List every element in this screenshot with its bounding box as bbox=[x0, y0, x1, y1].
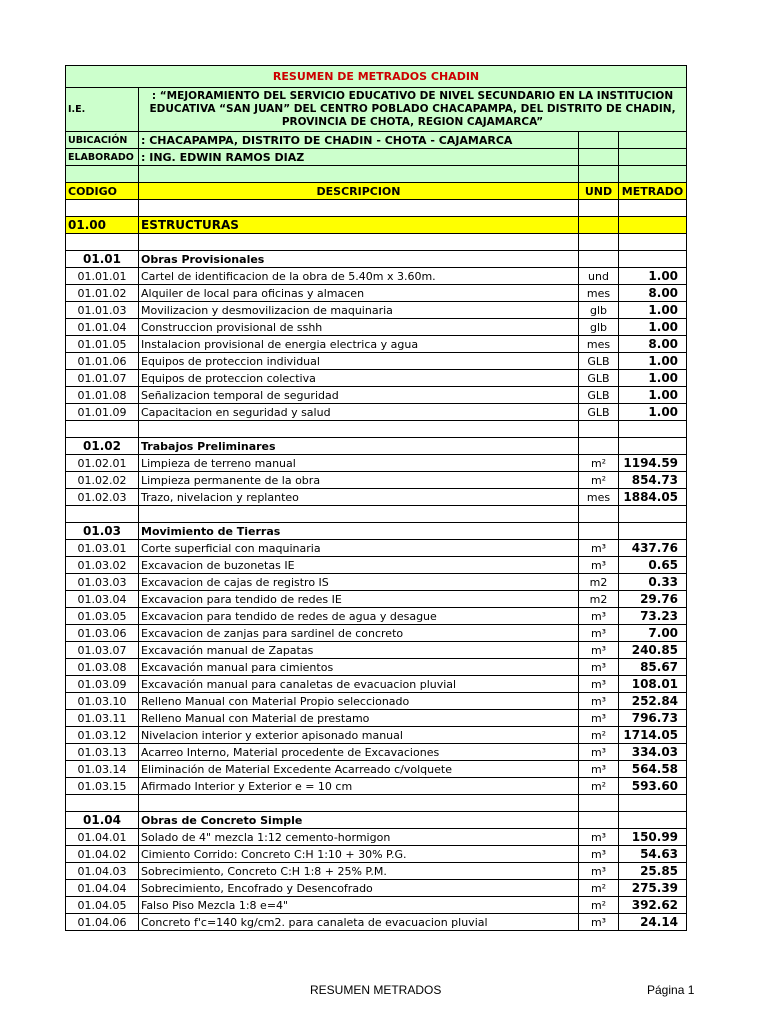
item-unit: m³ bbox=[579, 761, 619, 778]
ubicacion-value: : CHACAPAMPA, DISTRITO DE CHADIN - CHOTA - CAJAMARCA bbox=[139, 132, 579, 149]
table-row bbox=[66, 727, 687, 744]
item-metrado: 150.99 bbox=[619, 829, 687, 846]
table-row bbox=[66, 863, 687, 880]
header-row bbox=[66, 183, 687, 200]
item-code: 01.03.13 bbox=[66, 744, 139, 761]
item-unit: GLB bbox=[579, 353, 619, 370]
item-description: Construccion provisional de sshh bbox=[139, 319, 579, 336]
item-code: 01.03.12 bbox=[66, 727, 139, 744]
item-metrado: 1.00 bbox=[619, 353, 687, 370]
item-code: 01.03.01 bbox=[66, 540, 139, 557]
item-unit: GLB bbox=[579, 387, 619, 404]
item-description: Falso Piso Mezcla 1:8 e=4" bbox=[139, 897, 579, 914]
item-code: 01.03.14 bbox=[66, 761, 139, 778]
table-row bbox=[66, 710, 687, 727]
item-description: Excavacion para tendido de redes IE bbox=[139, 591, 579, 608]
item-description: Excavación manual para cimientos bbox=[139, 659, 579, 676]
item-unit: m³ bbox=[579, 829, 619, 846]
item-unit: m³ bbox=[579, 676, 619, 693]
item-code: 01.02.02 bbox=[66, 472, 139, 489]
ie-label: I.E. bbox=[66, 88, 139, 132]
item-metrado: 8.00 bbox=[619, 336, 687, 353]
item-metrado: 0.65 bbox=[619, 557, 687, 574]
item-description: Corte superficial con maquinaria bbox=[139, 540, 579, 557]
item-metrado: 854.73 bbox=[619, 472, 687, 489]
item-metrado: 8.00 bbox=[619, 285, 687, 302]
item-description: Relleno Manual con Material de prestamo bbox=[139, 710, 579, 727]
table-row bbox=[66, 268, 687, 285]
table-row bbox=[66, 744, 687, 761]
metrados-table bbox=[65, 65, 687, 931]
item-metrado: 1194.59 bbox=[619, 455, 687, 472]
root-desc: ESTRUCTURAS bbox=[139, 217, 579, 234]
item-code: 01.01.05 bbox=[66, 336, 139, 353]
item-unit: m2 bbox=[579, 591, 619, 608]
item-metrado: 437.76 bbox=[619, 540, 687, 557]
item-description: Nivelacion interior y exterior apisonado manual bbox=[139, 727, 579, 744]
item-description: Eliminación de Material Excedente Acarreado c/volquete bbox=[139, 761, 579, 778]
section-row bbox=[66, 523, 687, 540]
table-row bbox=[66, 642, 687, 659]
item-code: 01.03.15 bbox=[66, 778, 139, 795]
item-code: 01.03.03 bbox=[66, 574, 139, 591]
root-code: 01.00 bbox=[66, 217, 139, 234]
spacer-row bbox=[66, 506, 687, 523]
ie-prefix: : bbox=[151, 90, 157, 102]
item-code: 01.01.09 bbox=[66, 404, 139, 421]
table-row bbox=[66, 880, 687, 897]
item-description: Excavacion de buzonetas IE bbox=[139, 557, 579, 574]
item-unit: m2 bbox=[579, 574, 619, 591]
item-code: 01.01.08 bbox=[66, 387, 139, 404]
item-metrado: 85.67 bbox=[619, 659, 687, 676]
item-metrado: 73.23 bbox=[619, 608, 687, 625]
section-title: Obras de Concreto Simple bbox=[139, 812, 579, 829]
item-metrado: 275.39 bbox=[619, 880, 687, 897]
item-description: Alquiler de local para oficinas y almacen bbox=[139, 285, 579, 302]
item-metrado: 7.00 bbox=[619, 625, 687, 642]
item-metrado: 29.76 bbox=[619, 591, 687, 608]
item-code: 01.03.04 bbox=[66, 591, 139, 608]
item-metrado: 593.60 bbox=[619, 778, 687, 795]
item-metrado: 252.84 bbox=[619, 693, 687, 710]
item-metrado: 1.00 bbox=[619, 404, 687, 421]
item-description: Señalizacion temporal de seguridad bbox=[139, 387, 579, 404]
item-code: 01.03.09 bbox=[66, 676, 139, 693]
spacer-row bbox=[66, 795, 687, 812]
table-row bbox=[66, 336, 687, 353]
item-description: Capacitacion en seguridad y salud bbox=[139, 404, 579, 421]
item-code: 01.03.10 bbox=[66, 693, 139, 710]
section-title: Trabajos Preliminares bbox=[139, 438, 579, 455]
item-unit: m³ bbox=[579, 863, 619, 880]
item-unit: glb bbox=[579, 319, 619, 336]
item-unit: mes bbox=[579, 336, 619, 353]
table-row bbox=[66, 302, 687, 319]
item-unit: m² bbox=[579, 880, 619, 897]
header-und: UND bbox=[579, 183, 619, 200]
section-code: 01.02 bbox=[66, 438, 139, 455]
item-description: Relleno Manual con Material Propio seleccionado bbox=[139, 693, 579, 710]
item-unit: GLB bbox=[579, 370, 619, 387]
item-code: 01.01.04 bbox=[66, 319, 139, 336]
item-code: 01.04.02 bbox=[66, 846, 139, 863]
item-description: Acarreo Interno, Material procedente de Excavaciones bbox=[139, 744, 579, 761]
item-description: Excavacion para tendido de redes de agua y desague bbox=[139, 608, 579, 625]
item-code: 01.03.08 bbox=[66, 659, 139, 676]
item-metrado: 1.00 bbox=[619, 319, 687, 336]
item-code: 01.04.03 bbox=[66, 863, 139, 880]
item-unit: und bbox=[579, 268, 619, 285]
header-codigo: CODIGO bbox=[66, 183, 139, 200]
item-description: Cartel de identificacion de la obra de 5.40m x 3.60m. bbox=[139, 268, 579, 285]
item-code: 01.04.04 bbox=[66, 880, 139, 897]
section-code: 01.01 bbox=[66, 251, 139, 268]
item-metrado: 1.00 bbox=[619, 387, 687, 404]
item-description: Limpieza de terreno manual bbox=[139, 455, 579, 472]
item-description: Limpieza permanente de la obra bbox=[139, 472, 579, 489]
footer-right: Página 1 bbox=[647, 983, 695, 997]
item-unit: m² bbox=[579, 455, 619, 472]
item-metrado: 24.14 bbox=[619, 914, 687, 931]
table-row bbox=[66, 591, 687, 608]
item-unit: glb bbox=[579, 302, 619, 319]
table-row bbox=[66, 625, 687, 642]
table-row bbox=[66, 370, 687, 387]
item-description: Solado de 4" mezcla 1:12 cemento-hormigon bbox=[139, 829, 579, 846]
table-row bbox=[66, 829, 687, 846]
item-code: 01.03.07 bbox=[66, 642, 139, 659]
section-code: 01.04 bbox=[66, 812, 139, 829]
ie-text: “MEJORAMIENTO DEL SERVICIO EDUCATIVO DE NIVEL SECUNDARIO EN LA INSTITUCION EDUCATIVA “SAN JUAN” DEL CENTRO POBLADO CHACAPAMPA, DEL DISTRITO DE CHADIN, PROVINCIA DE CHOTA, REGION CAJAMARCA” bbox=[149, 90, 676, 128]
spacer-row bbox=[66, 421, 687, 438]
item-unit: mes bbox=[579, 285, 619, 302]
table-row bbox=[66, 778, 687, 795]
item-unit: m³ bbox=[579, 659, 619, 676]
item-code: 01.03.02 bbox=[66, 557, 139, 574]
item-metrado: 25.85 bbox=[619, 863, 687, 880]
item-unit: m² bbox=[579, 897, 619, 914]
item-code: 01.02.03 bbox=[66, 489, 139, 506]
item-code: 01.04.06 bbox=[66, 914, 139, 931]
table-row bbox=[66, 472, 687, 489]
item-description: Sobrecimiento, Concreto C:H 1:8 + 25% P.M. bbox=[139, 863, 579, 880]
item-metrado: 564.58 bbox=[619, 761, 687, 778]
metrados-table-body bbox=[66, 66, 687, 931]
table-row bbox=[66, 676, 687, 693]
table-row bbox=[66, 693, 687, 710]
footer-left: RESUMEN METRADOS bbox=[310, 983, 442, 997]
section-row bbox=[66, 812, 687, 829]
spacer-row bbox=[66, 234, 687, 251]
elaborado-value: : ING. EDWIN RAMOS DIAZ bbox=[139, 149, 579, 166]
section-title: Movimiento de Tierras bbox=[139, 523, 579, 540]
header-metrado: METRADO bbox=[619, 183, 687, 200]
item-code: 01.03.11 bbox=[66, 710, 139, 727]
item-metrado: 0.33 bbox=[619, 574, 687, 591]
table-row bbox=[66, 761, 687, 778]
item-description: Equipos de proteccion colectiva bbox=[139, 370, 579, 387]
item-unit: m³ bbox=[579, 608, 619, 625]
title-row bbox=[66, 66, 687, 88]
item-unit: m³ bbox=[579, 744, 619, 761]
item-description: Excavación manual para canaletas de evacuacion pluvial bbox=[139, 676, 579, 693]
table-row bbox=[66, 574, 687, 591]
section-row bbox=[66, 438, 687, 455]
item-metrado: 108.01 bbox=[619, 676, 687, 693]
item-unit: m³ bbox=[579, 914, 619, 931]
item-code: 01.04.01 bbox=[66, 829, 139, 846]
table-row bbox=[66, 557, 687, 574]
section-title: Obras Provisionales bbox=[139, 251, 579, 268]
table-row bbox=[66, 489, 687, 506]
item-unit: mes bbox=[579, 489, 619, 506]
item-unit: m² bbox=[579, 727, 619, 744]
item-code: 01.01.06 bbox=[66, 353, 139, 370]
table-row bbox=[66, 285, 687, 302]
table-row bbox=[66, 846, 687, 863]
table-row bbox=[66, 404, 687, 421]
item-code: 01.01.01 bbox=[66, 268, 139, 285]
item-description: Instalacion provisional de energia electrica y agua bbox=[139, 336, 579, 353]
item-unit: m³ bbox=[579, 642, 619, 659]
item-unit: m³ bbox=[579, 693, 619, 710]
item-description: Excavacion de zanjas para sardinel de concreto bbox=[139, 625, 579, 642]
elaborado-row bbox=[66, 149, 687, 166]
spacer-row bbox=[66, 200, 687, 217]
item-code: 01.01.02 bbox=[66, 285, 139, 302]
root-row bbox=[66, 217, 687, 234]
item-unit: GLB bbox=[579, 404, 619, 421]
item-description: Trazo, nivelacion y replanteo bbox=[139, 489, 579, 506]
item-description: Cimiento Corrido: Concreto C:H 1:10 + 30% P.G. bbox=[139, 846, 579, 863]
item-description: Equipos de proteccion individual bbox=[139, 353, 579, 370]
item-code: 01.04.05 bbox=[66, 897, 139, 914]
item-description: Excavacion de cajas de registro IS bbox=[139, 574, 579, 591]
table-row bbox=[66, 387, 687, 404]
table-row bbox=[66, 897, 687, 914]
item-metrado: 1.00 bbox=[619, 268, 687, 285]
item-unit: m³ bbox=[579, 710, 619, 727]
table-row bbox=[66, 353, 687, 370]
item-metrado: 392.62 bbox=[619, 897, 687, 914]
item-description: Excavación manual de Zapatas bbox=[139, 642, 579, 659]
item-description: Afirmado Interior y Exterior e = 10 cm bbox=[139, 778, 579, 795]
item-metrado: 240.85 bbox=[619, 642, 687, 659]
item-code: 01.02.01 bbox=[66, 455, 139, 472]
item-code: 01.01.07 bbox=[66, 370, 139, 387]
item-description: Sobrecimiento, Encofrado y Desencofrado bbox=[139, 880, 579, 897]
item-metrado: 1884.05 bbox=[619, 489, 687, 506]
item-description: Concreto f'c=140 kg/cm2. para canaleta de evacuacion pluvial bbox=[139, 914, 579, 931]
header-descripcion: DESCRIPCION bbox=[139, 183, 579, 200]
table-row bbox=[66, 659, 687, 676]
section-code: 01.03 bbox=[66, 523, 139, 540]
item-unit: m² bbox=[579, 778, 619, 795]
sheet-title: RESUMEN DE METRADOS CHADIN bbox=[66, 66, 687, 88]
table-row bbox=[66, 540, 687, 557]
item-metrado: 1714.05 bbox=[619, 727, 687, 744]
item-unit: m³ bbox=[579, 625, 619, 642]
item-unit: m³ bbox=[579, 846, 619, 863]
section-row bbox=[66, 251, 687, 268]
item-unit: m² bbox=[579, 472, 619, 489]
table-row bbox=[66, 319, 687, 336]
ubicacion-label: UBICACIÓN bbox=[66, 132, 139, 149]
item-unit: m³ bbox=[579, 540, 619, 557]
item-code: 01.01.03 bbox=[66, 302, 139, 319]
table-row bbox=[66, 608, 687, 625]
item-metrado: 1.00 bbox=[619, 302, 687, 319]
table-row bbox=[66, 914, 687, 931]
item-code: 01.03.06 bbox=[66, 625, 139, 642]
item-metrado: 796.73 bbox=[619, 710, 687, 727]
elaborado-label: ELABORADO bbox=[66, 149, 139, 166]
item-metrado: 1.00 bbox=[619, 370, 687, 387]
item-description: Movilizacion y desmovilizacion de maquinaria bbox=[139, 302, 579, 319]
ubicacion-row bbox=[66, 132, 687, 149]
ie-description bbox=[139, 88, 687, 132]
item-metrado: 334.03 bbox=[619, 744, 687, 761]
item-code: 01.03.05 bbox=[66, 608, 139, 625]
spacer-row bbox=[66, 166, 687, 183]
table-row bbox=[66, 455, 687, 472]
item-metrado: 54.63 bbox=[619, 846, 687, 863]
ie-row bbox=[66, 88, 687, 132]
item-unit: m³ bbox=[579, 557, 619, 574]
